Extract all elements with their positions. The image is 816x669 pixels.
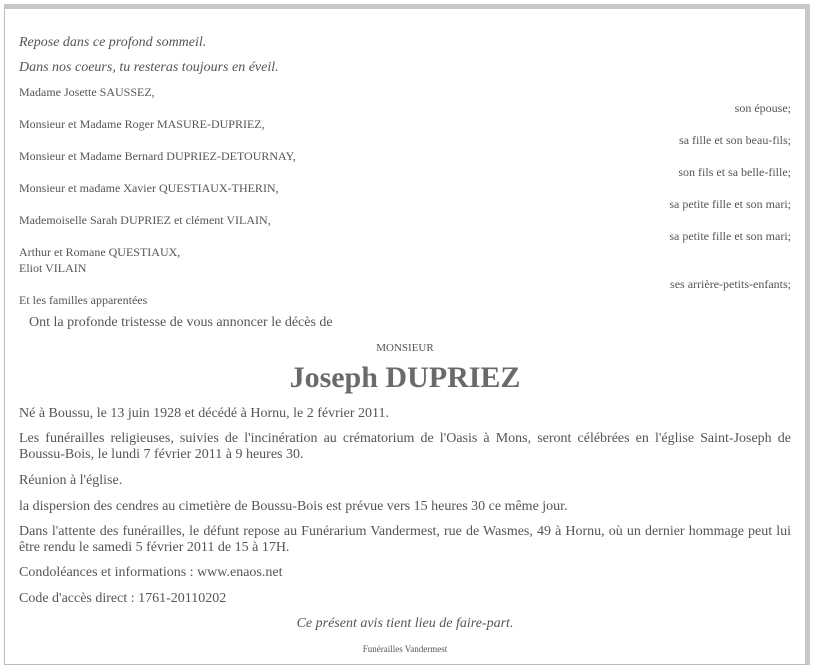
family-name: Madame Josette SAUSSEZ, bbox=[19, 85, 155, 99]
birth-death-paragraph: Né à Boussu, le 13 juin 1928 et décédé à Hornu, le 2 février 2011. bbox=[19, 406, 389, 421]
announcement-text: Ont la profonde tristesse de vous annoncer le décès de bbox=[29, 315, 333, 330]
family-relation: sa petite fille et son mari; bbox=[669, 197, 791, 211]
family-entry bbox=[19, 292, 791, 308]
family-name: Et les familles apparentées bbox=[19, 293, 148, 307]
family-relation: sa fille et son beau-fils; bbox=[679, 133, 791, 147]
family-entry bbox=[19, 84, 791, 116]
family-name-second: Eliot VILAIN bbox=[19, 261, 87, 275]
family-entry bbox=[19, 244, 791, 292]
meeting-paragraph: Réunion à l'église. bbox=[19, 473, 123, 488]
family-name: Arthur et Romane QUESTIAUX, bbox=[19, 245, 181, 259]
family-entry bbox=[19, 116, 791, 148]
access-code-paragraph: Code d'accès direct : 1761-20110202 bbox=[19, 591, 227, 606]
obituary-frame bbox=[4, 4, 810, 665]
family-entry bbox=[19, 148, 791, 180]
faire-part-note: Ce présent avis tient lieu de faire-part. bbox=[296, 616, 514, 631]
family-name: Monsieur et Madame Roger MASURE-DUPRIEZ, bbox=[19, 117, 265, 131]
family-name: Monsieur et Madame Bernard DUPRIEZ-DETOURNAY, bbox=[19, 149, 296, 163]
funeral-paragraph: Les funérailles religieuses, suivies de l'incinération au crématorium de l'Oasis à Mons, seront célébrées en l'église Saint-Joseph de Boussu-Bois, le lundi 7 février 2011 à 9 heures 30. bbox=[19, 431, 791, 462]
funeral-home-paragraph: Dans l'attente des funérailles, le défunt repose au Funérarium Vandermest, rue de Wasmes, 49 à Hornu, où un dernier hommage peut lui être rendu le samedi 5 février 2011 de 15 à 17H. bbox=[19, 524, 791, 555]
poem-line-1: Repose dans ce profond sommeil. bbox=[19, 35, 207, 50]
condolences-paragraph: Condoléances et informations : www.enaos.net bbox=[19, 565, 283, 580]
family-entry bbox=[19, 212, 791, 244]
deceased-title: MONSIEUR bbox=[376, 342, 434, 354]
family-relation: sa petite fille et son mari; bbox=[669, 229, 791, 243]
poem-line-2: Dans nos coeurs, tu resteras toujours en éveil. bbox=[19, 60, 279, 75]
family-relation: son fils et sa belle-fille; bbox=[678, 165, 791, 179]
family-relation: son épouse; bbox=[734, 101, 791, 115]
family-entry bbox=[19, 180, 791, 212]
family-name: Monsieur et madame Xavier QUESTIAUX-THERIN, bbox=[19, 181, 279, 195]
family-relation: ses arrière-petits-enfants; bbox=[670, 277, 791, 291]
funeral-home-credit: Funérailles Vandermest bbox=[362, 644, 448, 654]
family-name: Mademoiselle Sarah DUPRIEZ et clément VILAIN, bbox=[19, 213, 271, 227]
deceased-name: Joseph DUPRIEZ bbox=[289, 361, 521, 394]
ashes-paragraph: la dispersion des cendres au cimetière de Boussu-Bois est prévue vers 15 heures 30 ce même jour. bbox=[19, 499, 568, 514]
